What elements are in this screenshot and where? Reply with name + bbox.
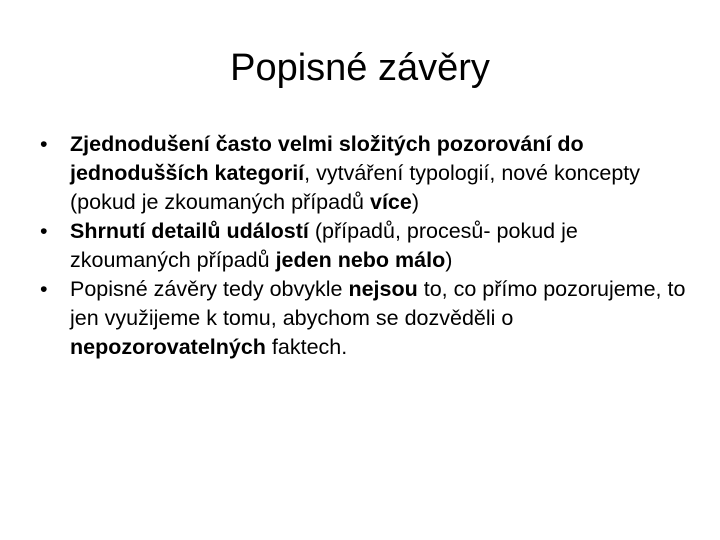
bullet-text: faktech.: [265, 335, 348, 359]
bullet-item: [40, 130, 690, 217]
bullet-item: [40, 217, 690, 275]
bullet-text-bold: Shrnutí detailů událostí: [70, 219, 309, 243]
bullet-text: to, co přímo pozorujeme, to jen využijeme k tomu, abychom se dozvěděli o: [70, 277, 686, 330]
bullet-text-bold: Zjednodušení často velmi složitých pozorování do jednodušších kategorií: [70, 132, 584, 185]
bullet-list: [40, 130, 690, 362]
slide-title: Popisné závěry: [230, 47, 490, 89]
bullet-marker: •: [40, 277, 48, 301]
bullet-marker: •: [40, 219, 48, 243]
bullet-text: (případů, procesů- pokud je zkoumaných případů: [70, 219, 578, 272]
bullet-item: [40, 275, 690, 362]
bullet-text: ): [411, 190, 420, 214]
bullet-text-bold: jeden nebo málo: [275, 248, 446, 272]
bullet-marker: •: [40, 132, 48, 156]
bullet-text-bold: nejsou: [348, 277, 418, 301]
bullet-text: ): [445, 248, 453, 272]
bullet-text: Popisné závěry tedy obvykle: [70, 277, 349, 301]
bullet-text-bold: více: [369, 190, 412, 214]
bullet-text-bold: nepozorovatelných: [70, 335, 266, 359]
bullet-text: , vytváření typologií, nové koncepty (pokud je zkoumaných případů: [70, 161, 640, 214]
